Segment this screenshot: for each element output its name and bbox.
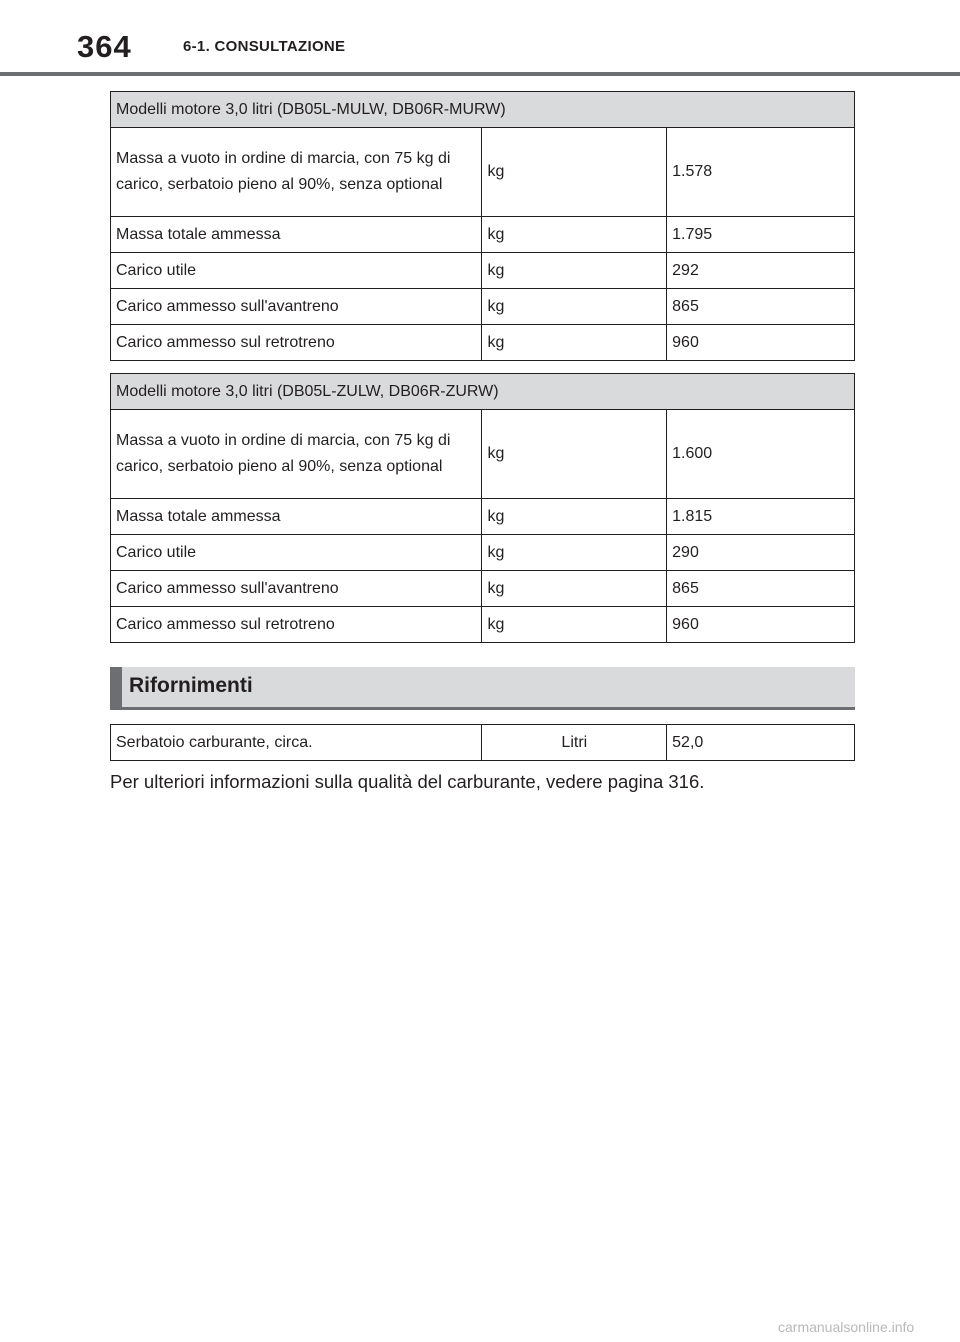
- row-value: 865: [667, 289, 855, 325]
- row-value: 1.795: [667, 217, 855, 253]
- table-row: [111, 410, 855, 499]
- band-rule: [110, 707, 855, 710]
- row-value: 960: [667, 607, 855, 643]
- table-row: [111, 217, 855, 253]
- row-value: 865: [667, 571, 855, 607]
- section-title: 6-1. CONSULTAZIONE: [183, 38, 346, 55]
- row-label: Massa totale ammessa: [111, 499, 482, 535]
- row-label: Carico ammesso sull'avantreno: [111, 289, 482, 325]
- row-value: 1.600: [667, 410, 855, 499]
- row-label: Carico ammesso sul retrotreno: [111, 607, 482, 643]
- table-row: [111, 725, 855, 761]
- row-unit: kg: [482, 607, 667, 643]
- fuel-table: [110, 724, 855, 761]
- table-title: Modelli motore 3,0 litri (DB05L-ZULW, DB06R-ZURW): [111, 374, 855, 410]
- table-row: [111, 325, 855, 361]
- section-band-rifornimenti: [110, 667, 855, 707]
- row-label: Massa a vuoto in ordine di marcia, con 75 kg di carico, serbatoio pieno al 90%, senza optional: [111, 410, 482, 499]
- fuel-quality-note: Per ulteriori informazioni sulla qualità del carburante, vedere pagina 316.: [110, 771, 705, 792]
- row-value: 1.578: [667, 128, 855, 217]
- row-unit: kg: [482, 535, 667, 571]
- spec-table-mulw: [110, 91, 855, 361]
- watermark: carmanualsonline.info: [778, 1319, 915, 1335]
- spec-table-zulw: [110, 373, 855, 643]
- row-label: Serbatoio carburante, circa.: [111, 725, 482, 761]
- row-unit: kg: [482, 325, 667, 361]
- row-value: 292: [667, 253, 855, 289]
- row-label: Carico utile: [111, 535, 482, 571]
- header-rule: [0, 72, 960, 76]
- row-value: 52,0: [667, 725, 855, 761]
- row-label: Carico utile: [111, 253, 482, 289]
- section-heading: Rifornimenti: [129, 674, 253, 697]
- row-unit: kg: [482, 289, 667, 325]
- row-value: 290: [667, 535, 855, 571]
- table-row: [111, 571, 855, 607]
- table-header-row: [111, 374, 855, 410]
- row-label: Carico ammesso sul retrotreno: [111, 325, 482, 361]
- table-title: Modelli motore 3,0 litri (DB05L-MULW, DB06R-MURW): [111, 92, 855, 128]
- row-unit: kg: [482, 217, 667, 253]
- page-number: 364: [77, 29, 132, 64]
- row-unit: kg: [482, 571, 667, 607]
- row-value: 960: [667, 325, 855, 361]
- row-unit: kg: [482, 253, 667, 289]
- page-header: [0, 0, 960, 78]
- table-row: [111, 535, 855, 571]
- row-label: Massa totale ammessa: [111, 217, 482, 253]
- table-row: [111, 253, 855, 289]
- row-unit: kg: [482, 499, 667, 535]
- row-label: Massa a vuoto in ordine di marcia, con 75 kg di carico, serbatoio pieno al 90%, senza optional: [111, 128, 482, 217]
- row-label: Carico ammesso sull'avantreno: [111, 571, 482, 607]
- table-row: [111, 289, 855, 325]
- band-accent-bar: [110, 667, 122, 707]
- table-header-row: [111, 92, 855, 128]
- row-unit: kg: [482, 410, 667, 499]
- table-row: [111, 607, 855, 643]
- table-row: [111, 499, 855, 535]
- table-row: [111, 128, 855, 217]
- row-unit: Litri: [482, 725, 667, 761]
- row-value: 1.815: [667, 499, 855, 535]
- row-unit: kg: [482, 128, 667, 217]
